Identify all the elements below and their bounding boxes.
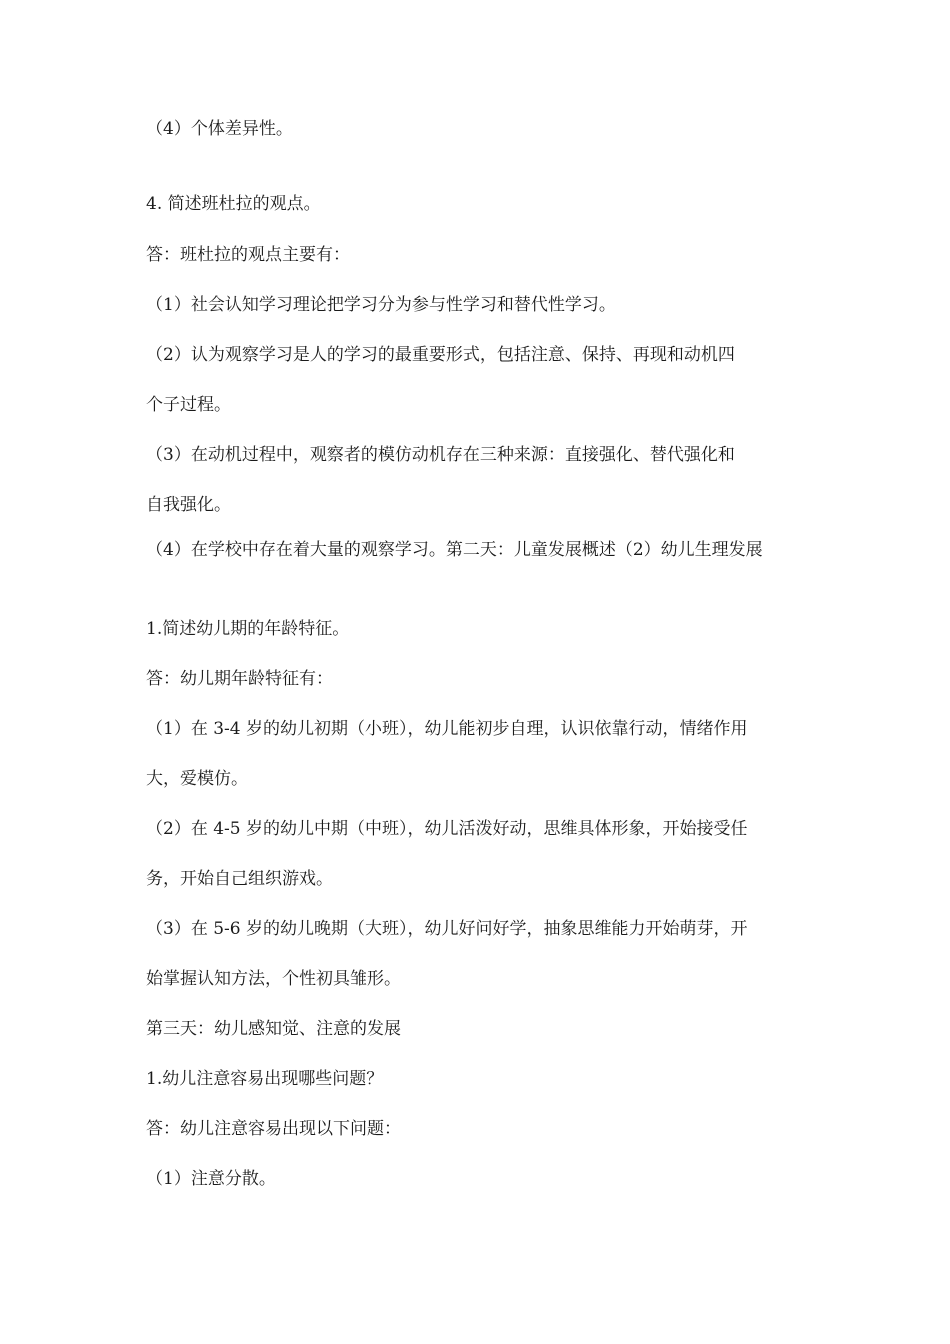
list-item: （2）在 4-5 岁的幼儿中期（中班），幼儿活泼好动，思维具体形象，开始接受任 [146, 819, 748, 839]
list-item: （3）在动机过程中，观察者的模仿动机存在三种来源：直接强化、替代强化和 [146, 445, 735, 465]
list-item: （2）认为观察学习是人的学习的最重要形式，包括注意、保持、再现和动机四 [146, 345, 735, 365]
list-item: （1）注意分散。 [146, 1169, 276, 1189]
list-item: （4）在学校中存在着大量的观察学习。第二天：儿童发展概述（2）幼儿生理发展 [146, 540, 763, 560]
list-item-continuation: 始掌握认知方法，个性初具雏形。 [146, 969, 401, 989]
list-item-continuation: 大，爱模仿。 [146, 769, 248, 789]
section-heading: 第三天：幼儿感知觉、注意的发展 [146, 1019, 401, 1039]
answer-intro: 答：幼儿期年龄特征有： [146, 669, 333, 689]
list-item-continuation: 自我强化。 [146, 495, 231, 515]
question-heading: 4. 简述班杜拉的观点。 [146, 194, 321, 214]
list-item: （3）在 5-6 岁的幼儿晚期（大班），幼儿好问好学，抽象思维能力开始萌芽，开 [146, 919, 748, 939]
list-item-continuation: 个子过程。 [146, 395, 231, 415]
paragraph: （4）个体差异性。 [146, 119, 293, 139]
list-item: （1）在 3-4 岁的幼儿初期（小班），幼儿能初步自理，认识依靠行动，情绪作用 [146, 719, 748, 739]
question-heading: 1.简述幼儿期的年龄特征。 [146, 619, 350, 639]
question-heading: 1.幼儿注意容易出现哪些问题？ [146, 1069, 384, 1089]
list-item: （1）社会认知学习理论把学习分为参与性学习和替代性学习。 [146, 295, 616, 315]
answer-intro: 答：幼儿注意容易出现以下问题： [146, 1119, 401, 1139]
list-item-continuation: 务，开始自己组织游戏。 [146, 869, 333, 889]
answer-intro: 答：班杜拉的观点主要有： [146, 245, 350, 265]
